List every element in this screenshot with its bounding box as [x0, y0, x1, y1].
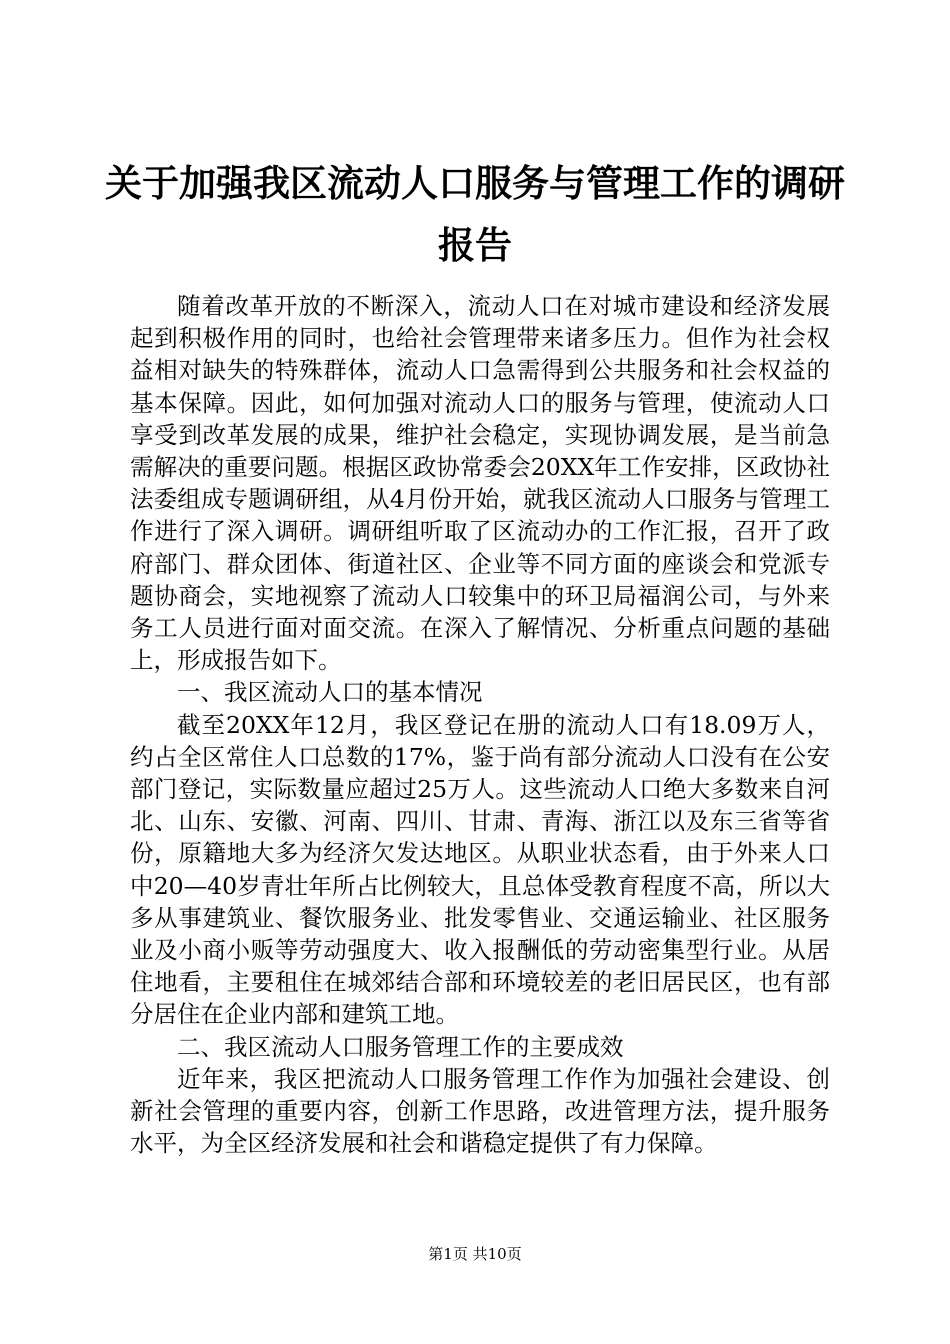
body-paragraph: 截至20XX年12月，我区登记在册的流动人口有18.09万人，约占全区常住人口总数的17%，鉴于尚有部分流动人口没有在公安部门登记，实际数量应超过25万人。这些流动人口绝大多数来自河北、山东、安徽、河南、四川、甘肃、青海、浙江以及东三省等省份，原籍地大多为经济欠发达地区。从职业状态看，由于外来人口中20—40岁青壮年所占比例较大，且总体受教育程度不高，所以大多从事建筑业、餐饮服务业、批发零售业、交通运输业、社区服务业及小商小贩等劳动强度大、收入报酬低的劳动密集型行业。从居住地看，主要租住在城郊结合部和环境较差的老旧居民区，也有部分居住在企业内部和建筑工地。	[130, 710, 830, 1029]
section-heading: 一、我区流动人口的基本情况	[177, 678, 483, 707]
body-paragraph: 近年来，我区把流动人口服务管理工作作为加强社会建设、创新社会管理的重要内容，创新工作思路，改进管理方法，提升服务水平，为全区经济发展和社会和谐稳定提供了有力保障。	[130, 1064, 830, 1158]
intro-paragraph: 随着改革开放的不断深入，流动人口在对城市建设和经济发展起到积极作用的同时，也给社会管理带来诸多压力。但作为社会权益相对缺失的特殊群体，流动人口急需得到公共服务和社会权益的基本保障。因此，如何加强对流动人口的服务与管理，使流动人口享受到改革发展的成果，维护社会稳定，实现协调发展，是当前急需解决的重要问题。根据区政协常委会20XX年工作安排，区政协社法委组成专题调研组，从4月份开始，就我区流动人口服务与管理工作进行了深入调研。调研组听取了区流动办的工作汇报，召开了政府部门、群众团体、街道社区、企业等不同方面的座谈会和党派专题协商会，实地视察了流动人口较集中的环卫局福润公司，与外来务工人员进行面对面交流。在深入了解情况、分析重点问题的基础上，形成报告如下。	[130, 292, 830, 675]
section-heading: 二、我区流动人口服务管理工作的主要成效	[177, 1032, 624, 1061]
page-number-footer: 第1页 共10页	[428, 1245, 522, 1263]
document-body	[130, 290, 830, 1159]
document-title: 关于加强我区流动人口服务与管理工作的调研报告	[105, 161, 845, 267]
